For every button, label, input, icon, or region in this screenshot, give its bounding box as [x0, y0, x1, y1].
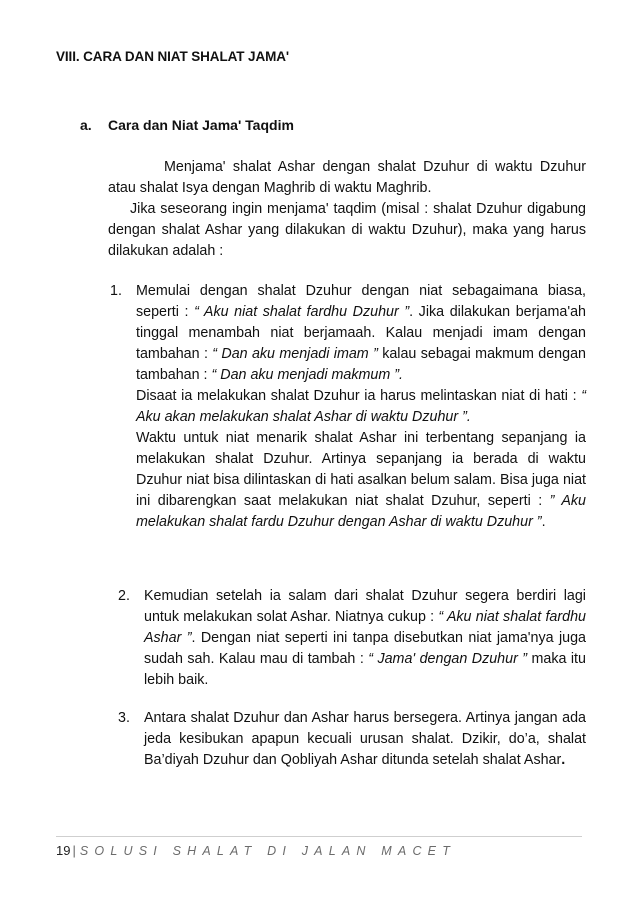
list-item-1-paragraph-c: [136, 428, 586, 533]
running-title: SOLUSI SHALAT DI JALAN MACET: [79, 844, 457, 858]
quoted-niat: ” Aku melakukan shalat fardu Dzuhur dengan Ashar di waktu Dzuhur ”: [136, 493, 586, 530]
list-item-number: 2.: [118, 588, 130, 604]
text-segment: Memulai dengan shalat Dzuhur dengan niat sebagaimana biasa, seperti :: [136, 283, 586, 320]
intro-paragraph-2: Jika seseorang ingin menjama' taqdim (misal : shalat Dzuhur digabung dengan shalat Ashar yang dilakukan di waktu Dzuhur), maka yang harus dilakukan adalah :: [108, 201, 586, 259]
footer-separator: |: [72, 843, 76, 858]
list-item-3-paragraph: [144, 708, 586, 771]
text-segment: Waktu untuk niat menarik shalat Ashar ini terbentang sepanjang ia melakukan shalat Dzuhur. Artinya sepanjang ia berada di waktu Dzuhur niat bisa dilintaskan di hati asalkan belum salam. Bisa juga niat ini dibarengkan saat melakukan niat shalat Dzuhur, seperti :: [136, 430, 586, 509]
text-segment: Antara shalat Dzuhur dan Ashar harus bersegera. Artinya jangan ada jeda kesibukan apapun kecuali urusan shalat. Dzikir, do’a, shalat Ba’diyah Dzuhur dan Qobliyah Ashar ditunda setelah shalat Ashar: [144, 710, 586, 768]
quoted-niat: “ Dan aku menjadi imam ”: [212, 346, 378, 362]
quoted-niat: “ Aku akan melakukan shalat Ashar di waktu Dzuhur ”.: [136, 388, 586, 425]
intro-block: [108, 157, 586, 262]
list-item-body: [136, 281, 586, 533]
text-segment: . Dengan niat seperti ini tanpa disebutkan niat jama'nya juga sudah sah. Kalau mau di tambah :: [144, 630, 586, 667]
quoted-niat: “ Aku niat shalat fardhu Dzuhur ”: [194, 304, 410, 320]
list-item-2-paragraph: [144, 586, 586, 691]
intro-paragraph-1: Menjama' shalat Ashar dengan shalat Dzuhur di waktu Dzuhur atau shalat Isya dengan Maghrib di waktu Maghrib.: [108, 159, 586, 196]
text-segment: maka itu lebih baik.: [144, 651, 586, 688]
subsection-marker: a.: [80, 117, 92, 133]
text-segment: kalau sebagai makmum dengan tambahan :: [136, 346, 586, 383]
footer-divider: [56, 836, 582, 837]
text-segment: .: [561, 752, 566, 768]
text-segment: . Jika dilakukan berjama'ah tinggal menambah niat berjamaah. Kalau menjadi imam dengan tambahan :: [136, 304, 586, 362]
quoted-niat: “ Dan aku menjadi makmum ”.: [211, 367, 403, 383]
list-item-body: [144, 586, 586, 691]
list-item-body: [144, 708, 586, 771]
list-item-number: 3.: [118, 710, 130, 726]
list-item-1-paragraph-a: [136, 281, 586, 386]
page-number: 19: [56, 843, 71, 858]
list-item-number: 1.: [110, 283, 122, 299]
text-segment: .: [541, 514, 546, 530]
text-segment: Disaat ia melakukan shalat Dzuhur ia harus melintaskan niat di hati :: [136, 388, 582, 404]
text-segment: Kemudian setelah ia salam dari shalat Dzuhur segera berdiri lagi untuk melakukan solat Ashar. Niatnya cukup :: [144, 588, 586, 625]
quoted-niat: “ Aku niat shalat fardhu Ashar ”: [144, 609, 586, 646]
list-item-1-paragraph-b: [136, 386, 586, 428]
quoted-niat: “ Jama' dengan Dzuhur ”: [368, 651, 528, 667]
page-footer: [56, 843, 456, 858]
section-heading: VIII. CARA DAN NIAT SHALAT JAMA': [56, 49, 290, 64]
subsection-title: Cara dan Niat Jama' Taqdim: [108, 117, 294, 133]
